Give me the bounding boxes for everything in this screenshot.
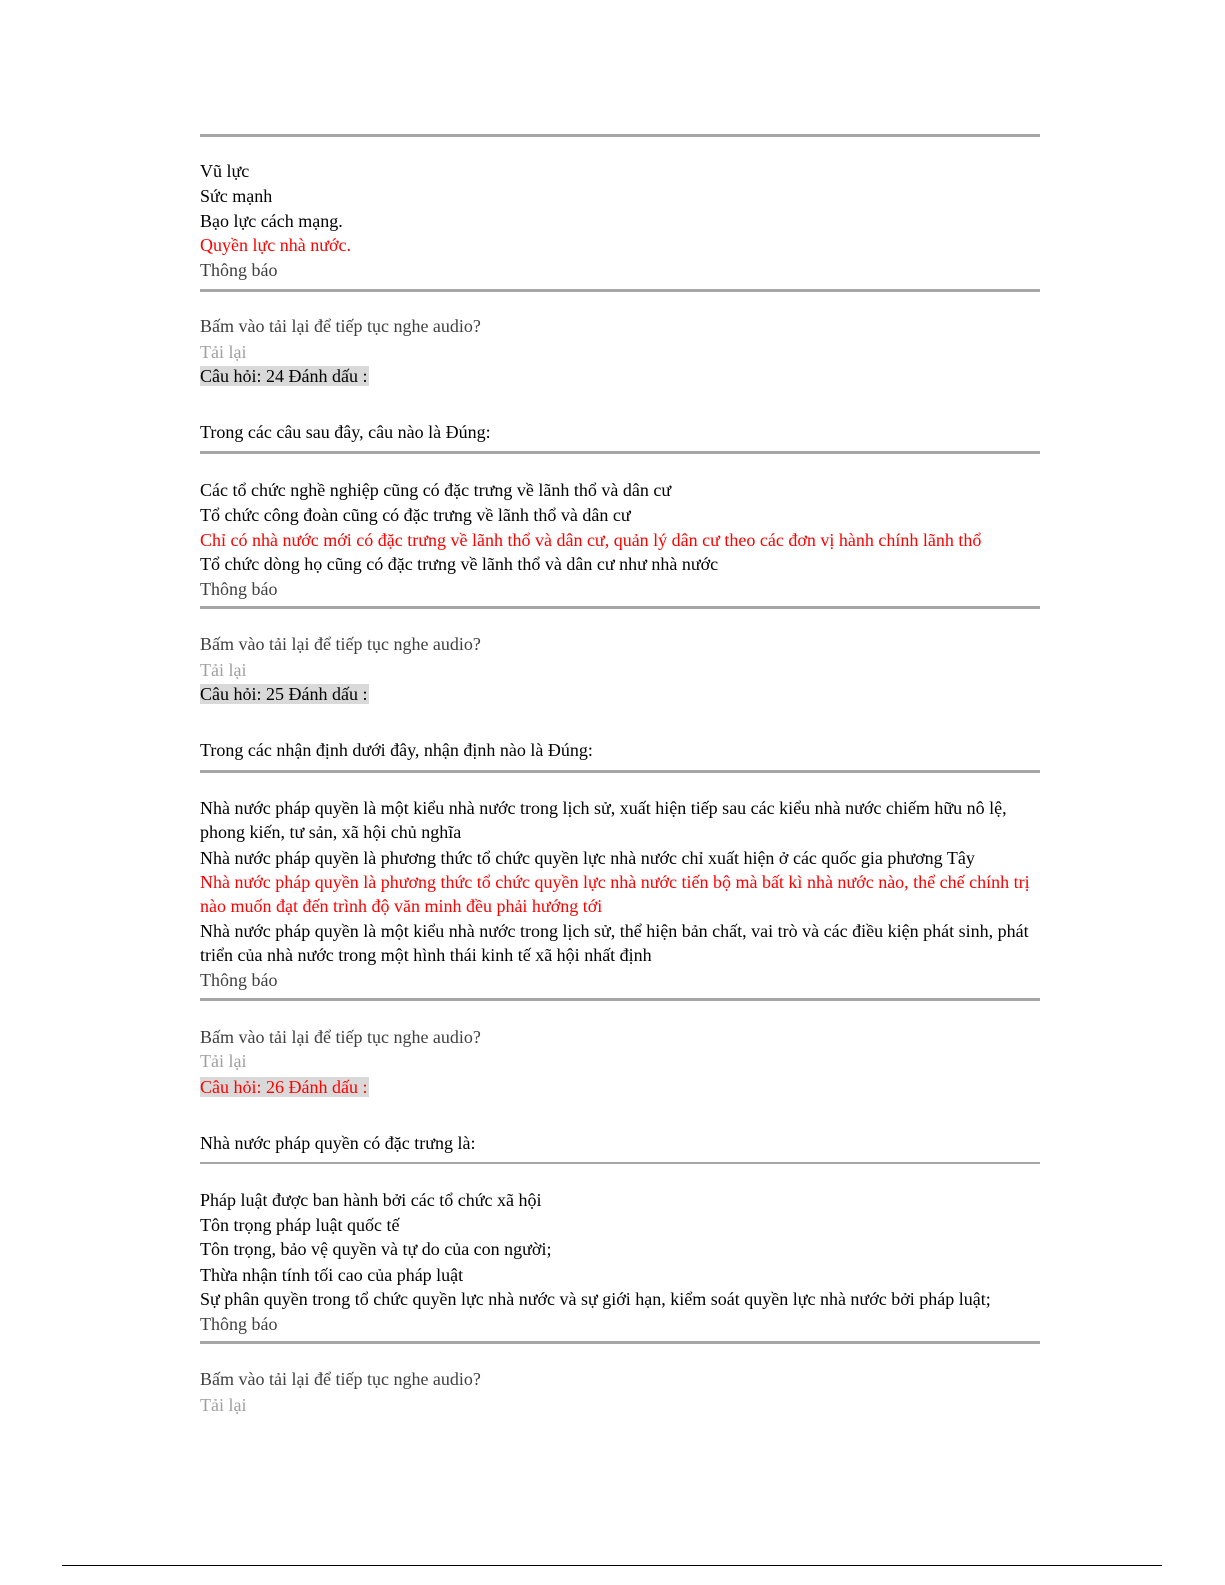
answer-option-correct[interactable]: Quyền lực nhà nước. bbox=[200, 235, 351, 255]
answer-option[interactable]: Pháp luật được ban hành bởi các tổ chức xã hội bbox=[200, 1190, 542, 1210]
answer-option[interactable]: Tôn trọng, bảo vệ quyền và tự do của con người; bbox=[200, 1239, 552, 1259]
answer-option[interactable]: Nhà nước pháp quyền là một kiểu nhà nước trong lịch sử, thể hiện bản chất, vai trò và các điều kiện phát sinh, phát triển của nhà nước trong một hình thái kinh tế xã hội nhất định bbox=[200, 921, 1029, 965]
reload-link[interactable]: Tải lại bbox=[200, 342, 247, 362]
divider bbox=[200, 998, 1040, 1001]
divider bbox=[200, 1341, 1040, 1344]
answer-option[interactable]: Tổ chức dòng họ cũng có đặc trưng về lãnh thổ và dân cư như nhà nước bbox=[200, 554, 719, 574]
page-edge-line bbox=[62, 1565, 1162, 1566]
reload-prompt: Bấm vào tải lại để tiếp tục nghe audio? bbox=[200, 1027, 481, 1047]
answer-option[interactable]: Nhà nước pháp quyền là một kiểu nhà nước trong lịch sử, xuất hiện tiếp sau các kiểu nhà nước chiếm hữu nô lệ, phong kiến, tư sản, xã hội chủ nghĩa bbox=[200, 798, 1007, 842]
answer-option[interactable]: Tôn trọng pháp luật quốc tế bbox=[200, 1215, 400, 1235]
notice-label: Thông báo bbox=[200, 1314, 278, 1334]
answer-option-correct[interactable]: Nhà nước pháp quyền là phương thức tổ chức quyền lực nhà nước tiến bộ mà bất kì nhà nước nào, thể chế chính trị nào muốn đạt đến trình độ văn minh đều phải hướng tới bbox=[200, 872, 1030, 916]
answer-option[interactable]: Nhà nước pháp quyền là phương thức tổ chức quyền lực nhà nước chỉ xuất hiện ở các quốc gia phương Tây bbox=[200, 848, 975, 868]
divider bbox=[200, 134, 1040, 137]
answer-option[interactable]: Thừa nhận tính tối cao của pháp luật bbox=[200, 1265, 464, 1285]
divider bbox=[200, 1162, 1040, 1164]
question-header bbox=[200, 682, 369, 706]
question-header bbox=[200, 1075, 369, 1099]
reload-link[interactable]: Tải lại bbox=[200, 1395, 247, 1415]
divider bbox=[200, 770, 1040, 773]
question-prompt: Trong các nhận định dưới đây, nhận định nào là Đúng: bbox=[200, 740, 593, 760]
question-prompt: Trong các câu sau đây, câu nào là Đúng: bbox=[200, 422, 491, 442]
divider bbox=[200, 606, 1040, 609]
divider bbox=[200, 289, 1040, 292]
notice-label: Thông báo bbox=[200, 260, 278, 280]
answer-option[interactable]: Vũ lực bbox=[200, 161, 250, 181]
question-header bbox=[200, 364, 369, 388]
answer-option[interactable]: Tổ chức công đoàn cũng có đặc trưng về lãnh thổ và dân cư bbox=[200, 505, 631, 525]
question-header-label: Câu hỏi: 25 Đánh dấu : bbox=[200, 684, 368, 704]
divider bbox=[200, 451, 1040, 454]
reload-prompt: Bấm vào tải lại để tiếp tục nghe audio? bbox=[200, 316, 481, 336]
question-header-label: Câu hỏi: 24 Đánh dấu : bbox=[200, 366, 368, 386]
answer-option-correct[interactable]: Chỉ có nhà nước mới có đặc trưng về lãnh thổ và dân cư, quản lý dân cư theo các đơn vị hành chính lãnh thổ bbox=[200, 530, 982, 550]
notice-label: Thông báo bbox=[200, 579, 278, 599]
reload-link[interactable]: Tải lại bbox=[200, 660, 247, 680]
reload-prompt: Bấm vào tải lại để tiếp tục nghe audio? bbox=[200, 1369, 481, 1389]
question-prompt: Nhà nước pháp quyền có đặc trưng là: bbox=[200, 1133, 476, 1153]
notice-label: Thông báo bbox=[200, 970, 278, 990]
question-header-label: Câu hỏi: 26 Đánh dấu : bbox=[200, 1077, 368, 1097]
answer-option[interactable]: Các tổ chức nghề nghiệp cũng có đặc trưng về lãnh thổ và dân cư bbox=[200, 480, 672, 500]
answer-option[interactable]: Bạo lực cách mạng. bbox=[200, 211, 343, 231]
answer-option[interactable]: Sức mạnh bbox=[200, 186, 273, 206]
reload-prompt: Bấm vào tải lại để tiếp tục nghe audio? bbox=[200, 634, 481, 654]
answer-option[interactable]: Sự phân quyền trong tổ chức quyền lực nhà nước và sự giới hạn, kiểm soát quyền lực nhà nước bởi pháp luật; bbox=[200, 1289, 991, 1309]
reload-link[interactable]: Tải lại bbox=[200, 1051, 247, 1071]
